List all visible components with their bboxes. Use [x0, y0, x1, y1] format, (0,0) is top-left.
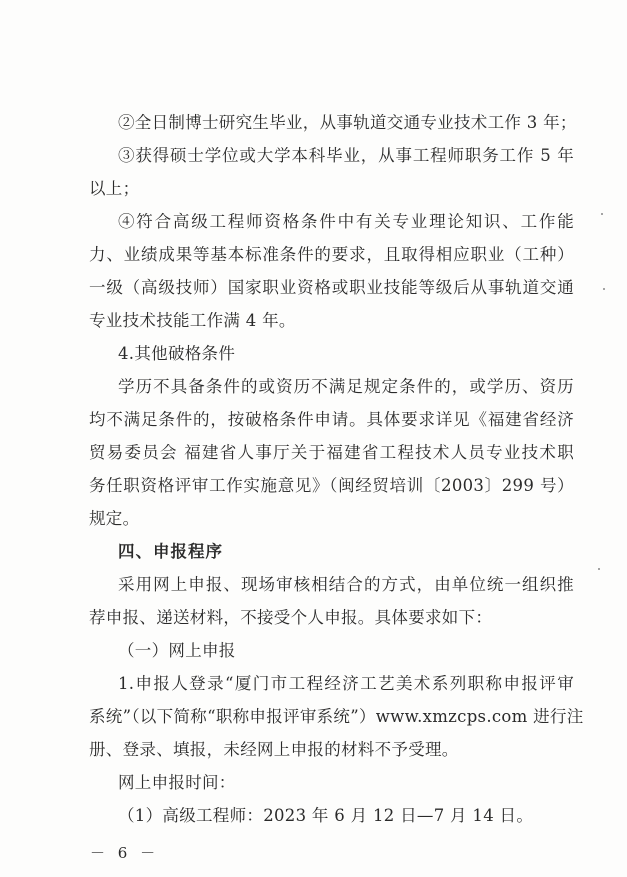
paragraph-line: （1）高级工程师：2023 年 6 月 12 日—7 月 14 日。 [118, 806, 534, 825]
paragraph-line: 1.申报人登录“厦门市工程经济工艺美术系列职称申报评审 [118, 674, 574, 693]
paragraph-line: 规定。 [89, 509, 140, 528]
paragraph-line: 册、登录、填报，未经网上申报的材料不予受理。 [89, 740, 459, 759]
paragraph-line: 贸易委员会 福建省人事厅关于福建省工程技术人员专业技术职 [89, 443, 574, 462]
section-heading: 四、申报程序 [118, 542, 223, 561]
paragraph-line: ②全日制博士研究生毕业，从事轨道交通专业技术工作 3 年； [118, 113, 577, 132]
paragraph-line: 学历不具备条件的或资历不满足规定条件的，或学历、资历 [118, 377, 574, 396]
paragraph-line: ④符合高级工程师资格条件中有关专业理论知识、工作能 [118, 212, 574, 231]
paragraph-line: 采用网上申报、现场审核相结合的方式，由单位统一组织推 [118, 575, 574, 594]
paragraph-line: 以上； [89, 179, 140, 198]
paragraph-line: 务任职资格评审工作实施意见》（闽经贸培训〔2003〕299 号） [89, 476, 574, 495]
scan-speck [603, 288, 605, 290]
page-number: － 6 － [90, 844, 160, 862]
section-subheading: （一）网上申报 [118, 641, 236, 660]
paragraph-line: 网上申报时间： [118, 773, 236, 792]
paragraph-line: 专业技术技能工作满 4 年。 [89, 311, 296, 330]
scan-speck [601, 213, 603, 215]
paragraph-line: 荐申报、递送材料，不接受个人申报。具体要求如下： [89, 608, 493, 627]
paragraph-line: 系统”（以下简称“职称申报评审系统”）www.xmzcps.com 进行注 [89, 707, 584, 726]
paragraph-line: 一级（高级技师）国家职业资格或职业技能等级后从事轨道交通 [89, 278, 574, 297]
scan-speck [598, 568, 600, 570]
paragraph-line: ③获得硕士学位或大学本科毕业，从事工程师职务工作 5 年 [118, 146, 574, 165]
paragraph-line: 力、业绩成果等基本标准条件的要求，且取得相应职业（工种） [89, 245, 574, 264]
paragraph-line: 均不满足条件的，按破格条件申请。具体要求详见《福建省经济 [89, 410, 574, 429]
section-subheading: 4.其他破格条件 [118, 344, 236, 363]
